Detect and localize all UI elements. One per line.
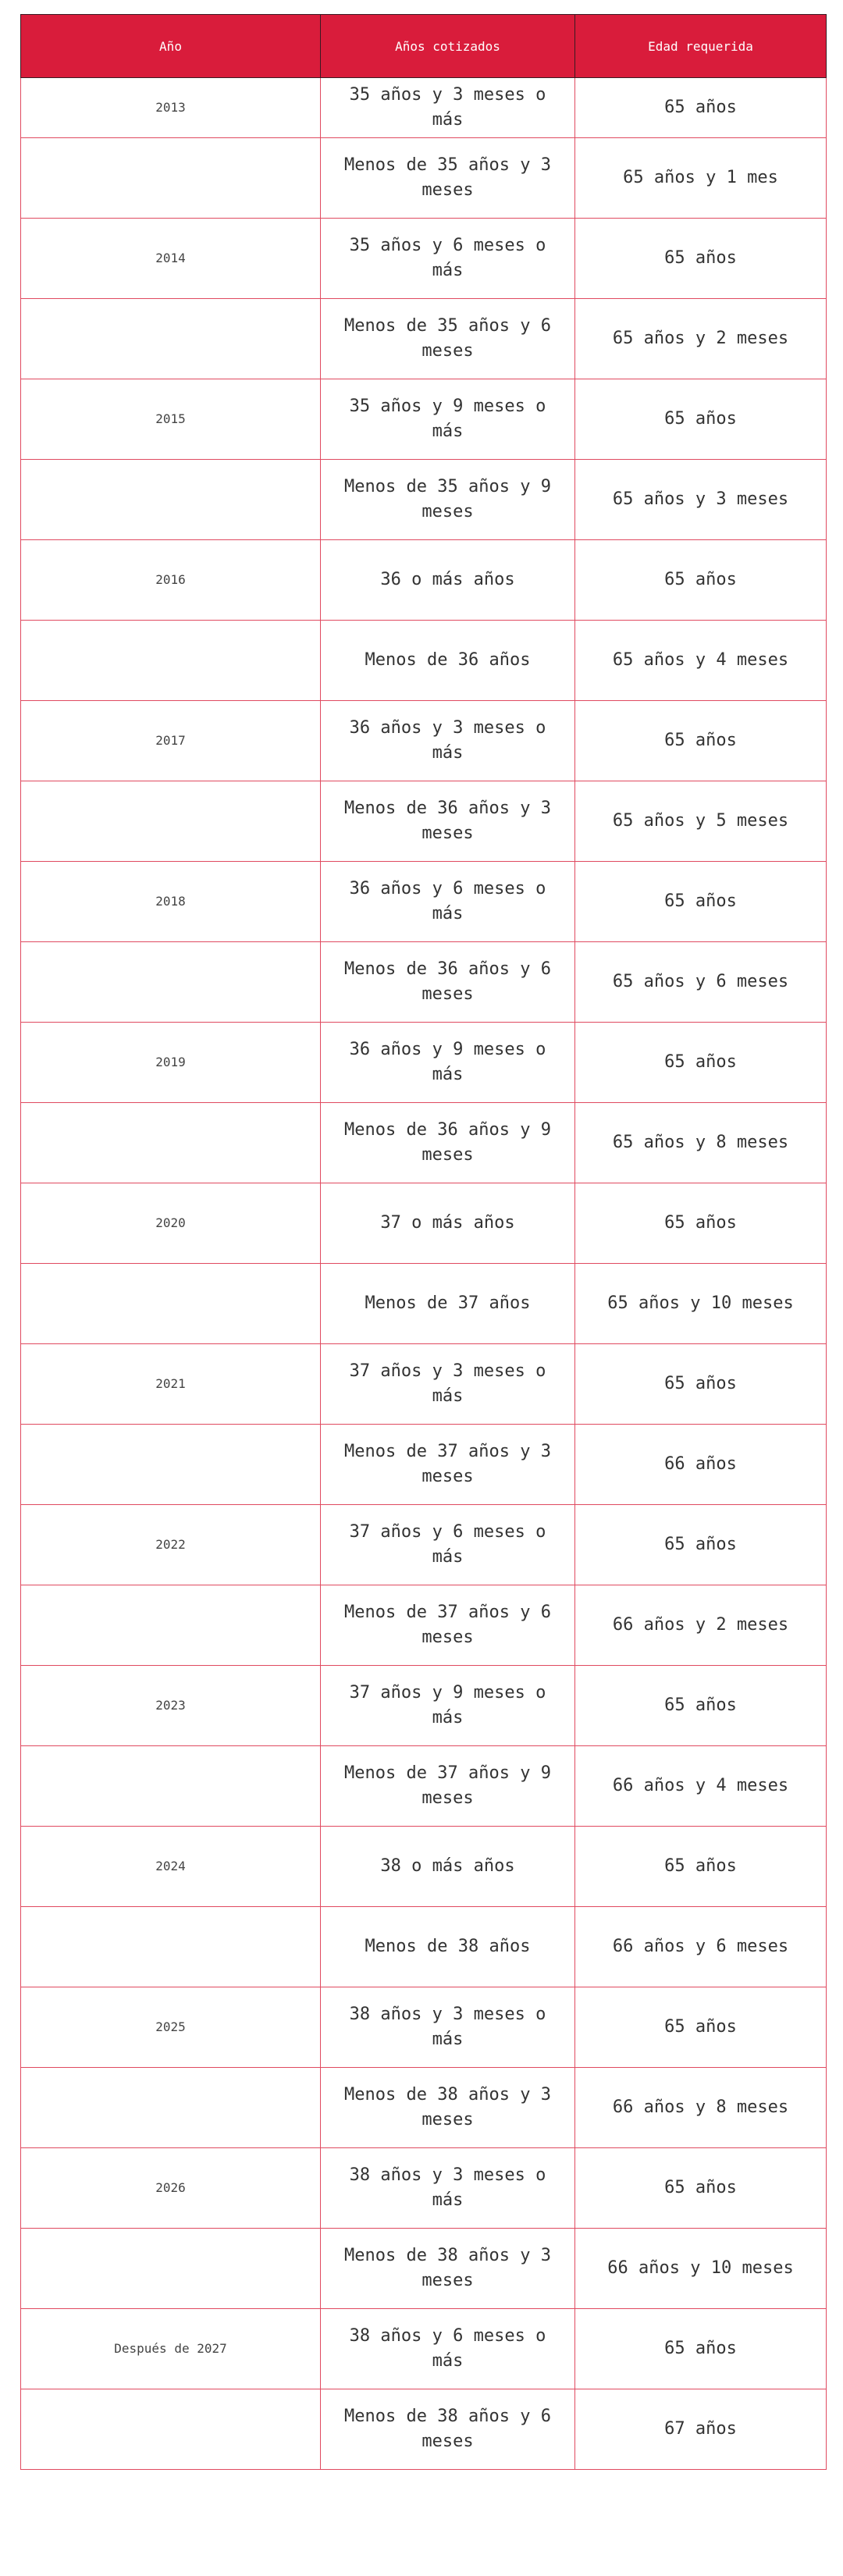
cell-required-age: 65 años y 8 meses — [575, 1103, 827, 1183]
cell-years-contributed: 37 o más años — [321, 1183, 575, 1264]
table-row — [21, 1425, 827, 1505]
cell-year: 2015 — [21, 379, 321, 460]
cell-years-contributed: Menos de 37 años y 9 meses — [321, 1746, 575, 1827]
cell-year — [21, 1746, 321, 1827]
cell-years-contributed: 36 años y 9 meses o más — [321, 1023, 575, 1103]
cell-required-age: 65 años — [575, 1344, 827, 1425]
cell-year — [21, 460, 321, 540]
table-row — [21, 1907, 827, 1987]
table-row — [21, 2148, 827, 2229]
table-row — [21, 78, 827, 138]
cell-year: 2022 — [21, 1505, 321, 1585]
cell-years-contributed: 36 o más años — [321, 540, 575, 621]
table-row — [21, 1827, 827, 1907]
table-row — [21, 2389, 827, 2470]
table-row — [21, 460, 827, 540]
cell-required-age: 65 años — [575, 1183, 827, 1264]
table-row — [21, 621, 827, 701]
cell-years-contributed: Menos de 36 años y 6 meses — [321, 942, 575, 1023]
cell-years-contributed: 38 años y 3 meses o más — [321, 1987, 575, 2068]
cell-year: 2024 — [21, 1827, 321, 1907]
table-row — [21, 942, 827, 1023]
table-row — [21, 1344, 827, 1425]
cell-year: 2021 — [21, 1344, 321, 1425]
cell-year: 2016 — [21, 540, 321, 621]
table-row — [21, 138, 827, 219]
table-row — [21, 299, 827, 379]
table-row — [21, 2068, 827, 2148]
table-row — [21, 379, 827, 460]
cell-required-age: 65 años — [575, 219, 827, 299]
cell-year — [21, 621, 321, 701]
header-required-age: Edad requerida — [575, 15, 827, 78]
cell-required-age: 65 años — [575, 2309, 827, 2389]
cell-required-age: 65 años — [575, 862, 827, 942]
cell-required-age: 66 años y 8 meses — [575, 2068, 827, 2148]
cell-years-contributed: 35 años y 3 meses o más — [321, 78, 575, 138]
cell-years-contributed: Menos de 36 años y 9 meses — [321, 1103, 575, 1183]
cell-years-contributed: Menos de 36 años — [321, 621, 575, 701]
cell-required-age: 65 años — [575, 701, 827, 781]
cell-years-contributed: 36 años y 6 meses o más — [321, 862, 575, 942]
cell-years-contributed: 35 años y 9 meses o más — [321, 379, 575, 460]
cell-required-age: 65 años y 2 meses — [575, 299, 827, 379]
cell-years-contributed: 38 o más años — [321, 1827, 575, 1907]
cell-years-contributed: 38 años y 6 meses o más — [321, 2309, 575, 2389]
cell-required-age: 65 años — [575, 78, 827, 138]
cell-required-age: 65 años y 10 meses — [575, 1264, 827, 1344]
table-row — [21, 862, 827, 942]
table-row — [21, 1103, 827, 1183]
cell-year — [21, 1585, 321, 1666]
table-row — [21, 540, 827, 621]
table-row — [21, 781, 827, 862]
cell-year: 2018 — [21, 862, 321, 942]
cell-required-age: 65 años — [575, 540, 827, 621]
cell-years-contributed: Menos de 36 años y 3 meses — [321, 781, 575, 862]
table-header — [21, 15, 827, 78]
cell-required-age: 67 años — [575, 2389, 827, 2470]
cell-years-contributed: 37 años y 6 meses o más — [321, 1505, 575, 1585]
header-row — [21, 15, 827, 78]
cell-years-contributed: 37 años y 3 meses o más — [321, 1344, 575, 1425]
table-row — [21, 1505, 827, 1585]
table-body — [21, 78, 827, 2470]
cell-year — [21, 138, 321, 219]
cell-year — [21, 2229, 321, 2309]
cell-required-age: 66 años y 6 meses — [575, 1907, 827, 1987]
cell-years-contributed: Menos de 37 años y 3 meses — [321, 1425, 575, 1505]
cell-required-age: 65 años y 4 meses — [575, 621, 827, 701]
cell-years-contributed: 38 años y 3 meses o más — [321, 2148, 575, 2229]
header-years-contributed: Años cotizados — [321, 15, 575, 78]
table-row — [21, 2309, 827, 2389]
retirement-age-table — [20, 14, 827, 2470]
cell-year — [21, 2068, 321, 2148]
cell-required-age: 65 años — [575, 1505, 827, 1585]
cell-required-age: 65 años y 1 mes — [575, 138, 827, 219]
cell-years-contributed: Menos de 38 años — [321, 1907, 575, 1987]
cell-required-age: 65 años y 3 meses — [575, 460, 827, 540]
cell-required-age: 66 años y 10 meses — [575, 2229, 827, 2309]
cell-year — [21, 1907, 321, 1987]
cell-year: 2020 — [21, 1183, 321, 1264]
retirement-age-table-container — [20, 14, 826, 2470]
table-row — [21, 1585, 827, 1666]
cell-year — [21, 1103, 321, 1183]
cell-year: 2019 — [21, 1023, 321, 1103]
table-row — [21, 1264, 827, 1344]
cell-year: 2026 — [21, 2148, 321, 2229]
cell-years-contributed: Menos de 35 años y 3 meses — [321, 138, 575, 219]
cell-required-age: 65 años — [575, 379, 827, 460]
table-row — [21, 1987, 827, 2068]
cell-year: 2023 — [21, 1666, 321, 1746]
cell-year: 2025 — [21, 1987, 321, 2068]
cell-year: Después de 2027 — [21, 2309, 321, 2389]
cell-required-age: 65 años y 6 meses — [575, 942, 827, 1023]
cell-years-contributed: Menos de 37 años y 6 meses — [321, 1585, 575, 1666]
cell-required-age: 65 años — [575, 1023, 827, 1103]
table-row — [21, 1746, 827, 1827]
cell-years-contributed: Menos de 38 años y 3 meses — [321, 2068, 575, 2148]
cell-required-age: 65 años — [575, 1827, 827, 1907]
cell-year — [21, 1264, 321, 1344]
cell-years-contributed: Menos de 35 años y 9 meses — [321, 460, 575, 540]
cell-required-age: 65 años — [575, 2148, 827, 2229]
table-row — [21, 1183, 827, 1264]
cell-years-contributed: 35 años y 6 meses o más — [321, 219, 575, 299]
cell-required-age: 66 años y 2 meses — [575, 1585, 827, 1666]
cell-years-contributed: Menos de 37 años — [321, 1264, 575, 1344]
cell-required-age: 65 años — [575, 1666, 827, 1746]
cell-year — [21, 1425, 321, 1505]
header-year: Año — [21, 15, 321, 78]
cell-required-age: 66 años y 4 meses — [575, 1746, 827, 1827]
cell-years-contributed: Menos de 38 años y 3 meses — [321, 2229, 575, 2309]
table-row — [21, 2229, 827, 2309]
cell-year — [21, 299, 321, 379]
cell-required-age: 65 años y 5 meses — [575, 781, 827, 862]
cell-years-contributed: Menos de 35 años y 6 meses — [321, 299, 575, 379]
cell-years-contributed: Menos de 38 años y 6 meses — [321, 2389, 575, 2470]
table-row — [21, 219, 827, 299]
cell-year — [21, 942, 321, 1023]
cell-year — [21, 781, 321, 862]
table-row — [21, 701, 827, 781]
cell-years-contributed: 37 años y 9 meses o más — [321, 1666, 575, 1746]
cell-year: 2014 — [21, 219, 321, 299]
cell-year — [21, 2389, 321, 2470]
cell-required-age: 66 años — [575, 1425, 827, 1505]
cell-year: 2017 — [21, 701, 321, 781]
table-row — [21, 1023, 827, 1103]
cell-years-contributed: 36 años y 3 meses o más — [321, 701, 575, 781]
cell-required-age: 65 años — [575, 1987, 827, 2068]
table-row — [21, 1666, 827, 1746]
cell-year: 2013 — [21, 78, 321, 138]
